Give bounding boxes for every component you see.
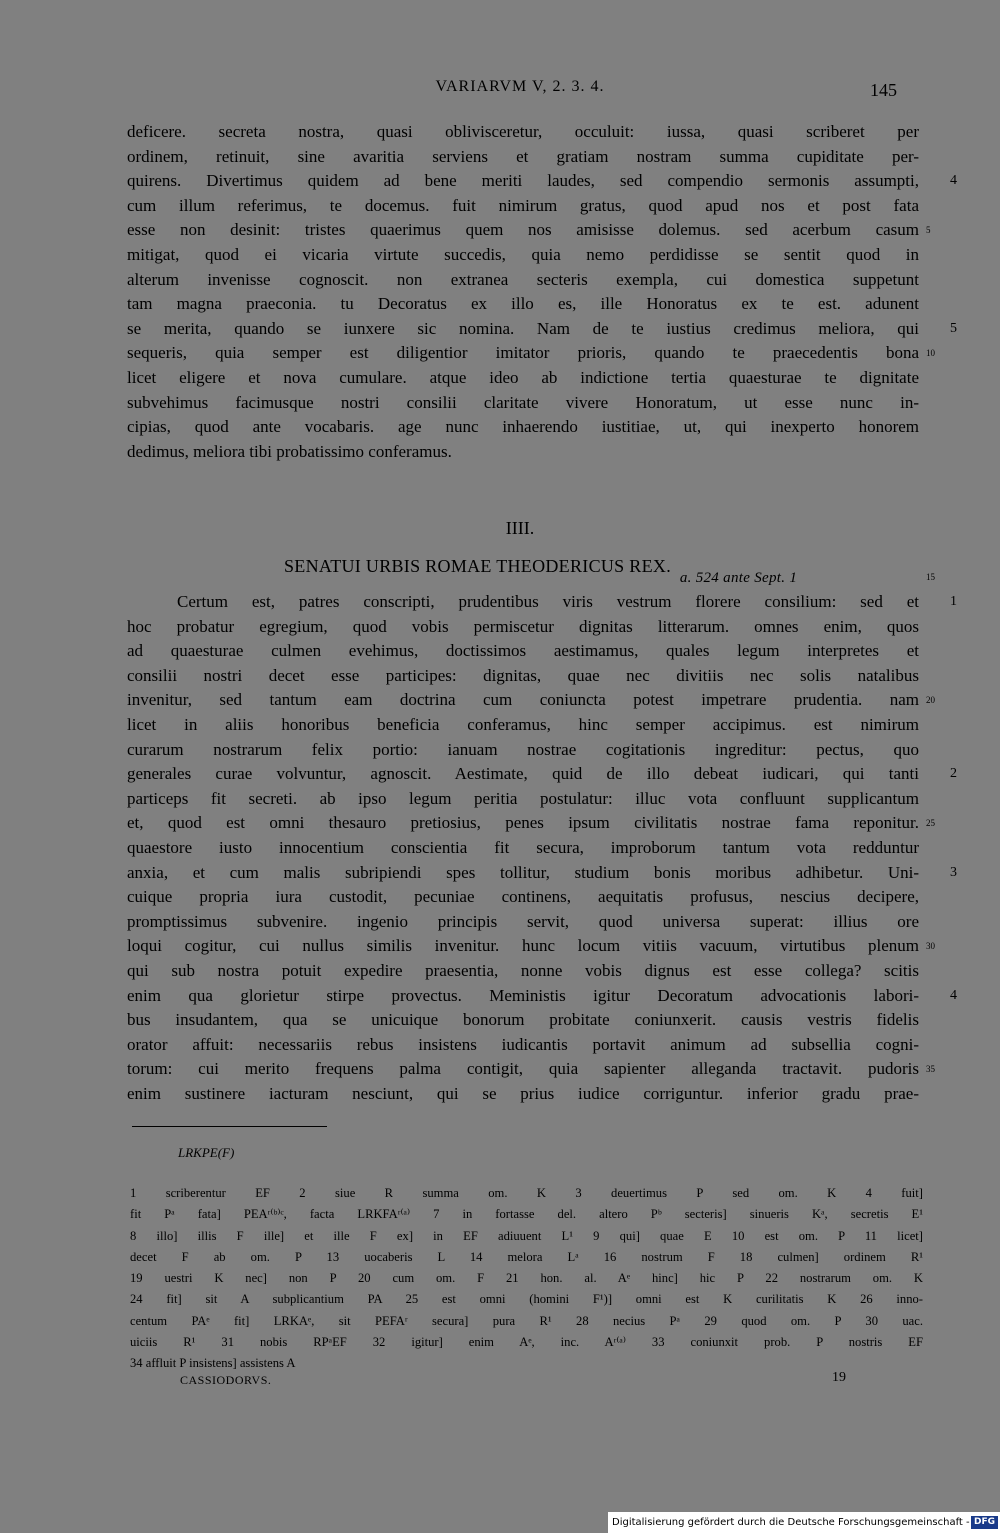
text-line: bus insudantem, qua se unicuique bonorum probitate coniunxerit. causis vestris fidelis (127, 1010, 919, 1030)
text-line: generales curae volvuntur, agnoscit. Aestimate, quid de illo debeat iudicari, qui tanti (127, 764, 919, 784)
letter-heading-text: SENATUI URBIS ROMAE THEODERICUS REX. (284, 556, 671, 576)
text-line: cipias, quod ante vocabaris. age nunc inhaerendo iustitiae, ut, qui inexperto honorem (127, 417, 919, 437)
text-line: loqui cogitur, cui nullus similis invenitur. hunc locum vitiis vacuum, virtutibus plenum (127, 936, 919, 956)
text-line: se merita, quando se iunxere sic nomina. Nam de te iustius credimus meliora, qui (127, 318, 919, 338)
apparatus-line: 8 illo] illis F ille] et ille F ex] in EF adiuuent L¹ 9 qui] quae E 10 est om. P 11 licet] (130, 1228, 923, 1243)
letter-text-block (127, 590, 919, 1106)
apparatus-line: 34 affluit P insistens] assistens A (130, 1356, 296, 1371)
apparatus-line: 19 uestri K nec] non P 20 cum om. F 21 hon. al. Aᵉ hinc] hic P 22 nostrarum om. K (130, 1271, 923, 1286)
text-line: quirens. Divertimus quidem ad bene meriti laudes, sed compendio sermonis assumpti, (127, 171, 919, 191)
footer-signature-number: 19 (832, 1370, 846, 1385)
text-line: sequeris, quia semper est diligentior imitator prioris, quando te praecedentis bona (127, 343, 919, 363)
section-number: 3 (950, 864, 957, 880)
text-line: subvehimus facimusque nostri consilii claritate vivere Honoratum, ut esse nunc in- (127, 392, 919, 412)
line-number: 5 (926, 225, 931, 236)
text-line: quaestore iusto innocentium conscientia fit secura, improborum tantum vota redduntur (127, 837, 919, 857)
apparatus-line: 1 scriberentur EF 2 siue R summa om. K 3 deuertimus P sed om. K 4 fuit] (130, 1186, 923, 1200)
text-line: alterum invenisse cognoscit. non extranea secteris exempla, cui domestica suppetunt (127, 269, 919, 289)
line-number: 35 (926, 1064, 935, 1075)
text-line: curarum nostrarum felix portio: ianuam nostrae cogitationis ingreditur: pectus, quo (127, 739, 919, 759)
line-number: 30 (926, 941, 935, 952)
text-line: orator affuit: necessariis rebus insistens iudicantis portavit animum ad subsellia cogni- (127, 1034, 919, 1054)
line-number: 20 (926, 695, 935, 706)
text-line: torum: cui merito frequens palma contigit, quia sapienter alleganda tractavit. pudoris (127, 1059, 919, 1079)
text-line: ordinem, retinuit, sine avaritia serviens et gratiam nostram summa cupiditate per- (127, 146, 919, 166)
footnote-rule (132, 1126, 327, 1127)
letter-date: a. 524 ante Sept. 1 (679, 570, 798, 586)
section-number: 4 (950, 987, 957, 1003)
text-line: deficere. secreta nostra, quasi oblivisceretur, occuluit: iussa, quasi scriberet per (127, 122, 919, 141)
text-line: dedimus, meliora tibi probatissimo conferamus. (127, 441, 452, 461)
page-number: 145 (870, 80, 897, 100)
letter-heading (284, 556, 798, 586)
section-number: 1 (950, 594, 957, 609)
text-line: tam magna praeconia. tu Decoratus ex illo es, ille Honoratus ex te est. adunent (127, 294, 919, 314)
section-number: 2 (950, 766, 957, 782)
line-number: 15 (926, 572, 935, 583)
dfg-logo: DFG (971, 1516, 998, 1529)
footer-author: CASSIODORVS. (180, 1373, 272, 1387)
text-line: particeps fit secreti. ab ipso legum peritia postulatur: illuc vota confluunt supplicantum (127, 788, 919, 808)
text-line: cuique propria iura custodit, pecuniae continens, aequitatis profusus, nescius decipere, (127, 887, 919, 907)
digitization-banner[interactable] (608, 1512, 1000, 1533)
text-line: cum illum referimus, te docemus. fuit nimirum gratus, quod apud nos et post fata (127, 195, 919, 215)
text-line: enim qua glorietur stirpe provectus. Meministis igitur Decoratum advocationis labori- (127, 985, 919, 1005)
text-line: esse non desinit: tristes quaerimus quem nos amisisse dolemus. sed acerbum casum (127, 220, 919, 240)
text-line: licet in aliis honoribus beneficia conferamus, hinc semper accipimus. est nimirum (127, 714, 919, 734)
text-line: mitigat, quod ei vicaria virtute succedis, quia nemo perdidisse se sentit quod in (127, 244, 919, 264)
top-text-block (127, 120, 919, 464)
critical-apparatus (130, 1183, 923, 1375)
section-number: 4 (950, 173, 957, 189)
section-number: 5 (950, 320, 957, 336)
line-number: 10 (926, 348, 935, 359)
text-line: hoc probatur egregium, quod vobis permiscetur dignitas litterarum. omnes enim, quos (127, 616, 919, 636)
text-line: ad quaesturae culmen evehimus, doctissimos aestimamus, quales legum interpretes et (127, 641, 919, 661)
apparatus-line: fit Pᵃ fata] PEAʳ⁽ᵇ⁾ᶜ, facta LRKFAʳ⁽ᵃ⁾ 7 in fortasse del. altero Pᵇ secteris] sinueris Kᵃ, secretis E¹ (130, 1207, 923, 1222)
line-number: 25 (926, 818, 935, 829)
text-line: enim sustinere iacturam nesciunt, qui se prius iudice corriguntur. inferior gradu prae- (127, 1083, 919, 1103)
apparatus-line: 24 fit] sit A subplicantium PA 25 est omni (homini F¹)] omni est K curilitatis K 26 inno- (130, 1292, 923, 1307)
text-line: promptissimus subvenire. ingenio principis servit, quod universa superat: illius ore (127, 911, 919, 931)
banner-text: Digitalisierung gefördert durch die Deutsche Forschungsgemeinschaft - (612, 1517, 970, 1528)
text-line: anxia, et cum malis subripiendi spes tollitur, studium bonis moribus adhibetur. Uni- (127, 862, 919, 882)
text-line: licet eligere et nova cumulare. atque ideo ab indictione tertia quaesturae te dignitate (127, 367, 919, 387)
text-line: Certum est, patres conscripti, prudentibus viris vestrum florere consilium: sed et (177, 592, 919, 611)
apparatus-line: uiciis R¹ 31 nobis RPᵃEF 32 igitur] enim Aᵉ, inc. Aʳ⁽ᵃ⁾ 33 coniunxit prob. P nostris EF (130, 1335, 923, 1350)
apparatus-line: centum PAᵉ fit] LRKAᵉ, sit PEFAʳ secura] pura R¹ 28 necius Pᵃ 29 quod om. P 30 uac. (130, 1313, 923, 1328)
text-line: qui sub nostra potuit expedire praesentia, nonne vobis dignus est esse collega? scitis (127, 960, 919, 980)
manuscript-sigla: LRKPE(F) (178, 1145, 235, 1160)
letter-number: IIII. (505, 518, 535, 538)
text-line: consilii nostri decet esse participes: dignitas, quae nec divitiis nec solis natalibus (127, 665, 919, 685)
apparatus-line: decet F ab om. P 13 uocaberis L 14 melora Lᵃ 16 nostrum F 18 culmen] ordinem R¹ (130, 1249, 923, 1264)
text-line: et, quod est omni thesauro pretiosius, penes ipsum civilitatis nostrae fama reponitur. (127, 813, 919, 833)
running-title: VARIARVM V, 2. 3. 4. (435, 78, 605, 95)
text-line: invenitur, sed tantum eam doctrina cum coniuncta potest impetrare prudentia. nam (127, 690, 919, 710)
